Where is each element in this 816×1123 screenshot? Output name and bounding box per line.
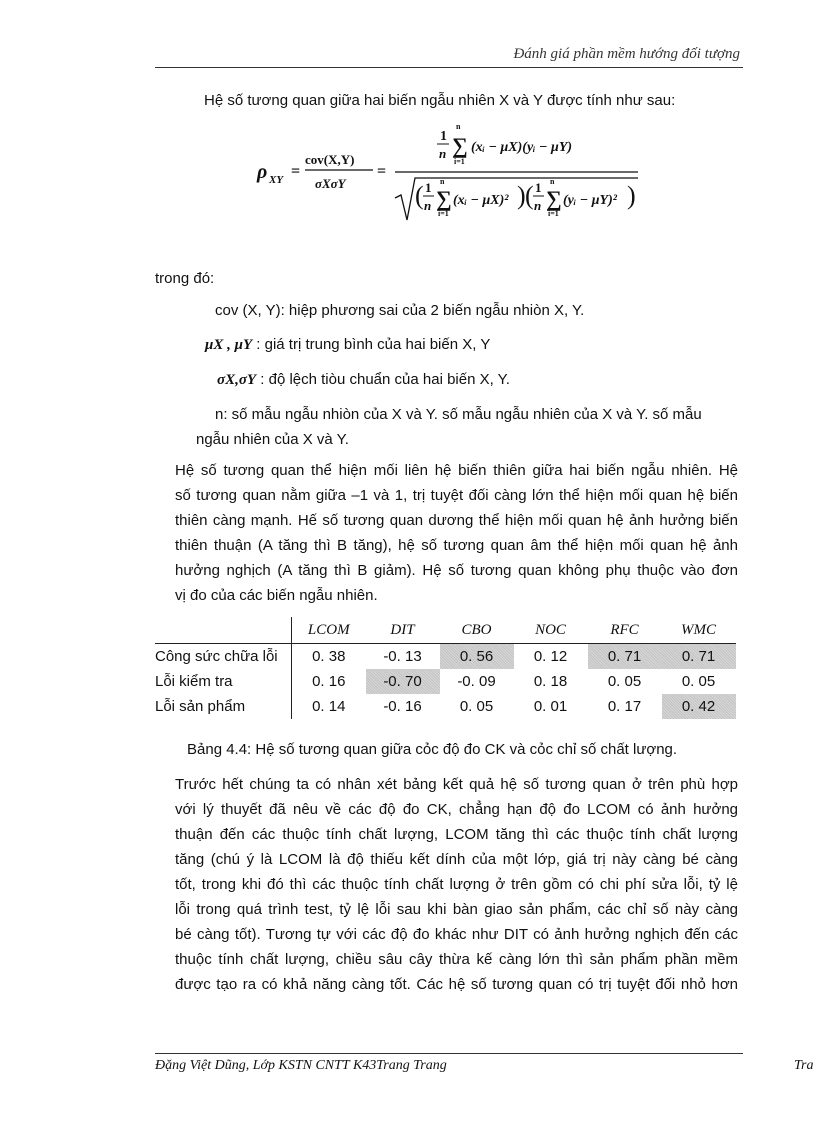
table-cell: 0. 17 — [607, 698, 642, 715]
column-header: WMC — [662, 617, 736, 644]
table-cell-highlighted: 0. 71 — [662, 644, 736, 670]
table-row — [155, 694, 736, 719]
table-row — [155, 669, 736, 694]
formula-paren-close-b: ) — [627, 181, 636, 210]
table-cell: 0. 05 — [607, 673, 642, 690]
table-cell: 0. 16 — [312, 673, 346, 690]
table-caption: Bảng 4.4: Hệ số tương quan giữa cỏc độ đo CK và cỏc chỉ số chất lượng. — [187, 741, 678, 758]
paragraph-line: tốt, trong khi đó thì các thuộc tính chất lượng ở trên gồm có chi phí sửa lỗi, tỷ lệ — [175, 876, 738, 893]
table-cell: 0. 12 — [533, 648, 568, 665]
column-header: CBO — [440, 617, 514, 644]
column-header: RFC — [588, 617, 662, 644]
formula-den-lower-a: i=1 — [438, 209, 449, 218]
paragraph-line: thiên càng mạnh. Hế số tương quan dương thể hiện mối quan hệ ảnh hưởng biến — [175, 512, 738, 529]
formula-rho: ρ — [257, 161, 268, 183]
table-cell: 0. 05 — [459, 698, 494, 715]
formula-paren-open: ( — [415, 181, 424, 210]
formula-den-sum-a: ∑ — [436, 186, 452, 211]
table-cell-highlighted: 0. 42 — [662, 694, 736, 719]
paragraph-line: thuận đến các thuộc tính chất lượng, LCOM tăng thì các thuộc tính chất lượng — [175, 826, 738, 843]
paragraph-line: thuộc tính chất lượng, chiều sâu cây thừa kế càng lớn thì sản phẩm phần mềm — [175, 951, 738, 968]
formula-den-sq-y: (yᵢ − μY)² — [563, 193, 617, 208]
formula-num-upper: n — [456, 122, 461, 131]
table-header-row — [155, 617, 736, 644]
table-cell: 0. 38 — [312, 648, 346, 665]
paragraph-line: lỗi trong quá trình test, tỷ lệ lỗi sau khi bàn giao sản phẩm, các chỉ số này càng — [175, 901, 738, 918]
paragraph-correlation-meaning — [155, 458, 738, 608]
formula-cov: cov(X,Y) — [305, 152, 355, 167]
footer-rule — [155, 1053, 743, 1054]
column-header: DIT — [366, 617, 440, 644]
intro-sentence: Hệ số tương quan giữa hai biến ngẫu nhiên X và Y được tính như sau: — [204, 92, 676, 109]
table-cell: 0. 14 — [312, 698, 346, 715]
paragraph-line: hưởng nghịch (A tăng thì B giảm). Hệ số tương quan không phụ thuộc vào đơn — [175, 562, 738, 579]
formula-num-product: (xᵢ − μX)(yᵢ − μY) — [471, 140, 573, 155]
footer-page: Tra — [794, 1058, 814, 1073]
formula-eq-2: = — [377, 163, 387, 180]
paragraph-line: số tương quan nằm giữa –1 và 1, trị tuyệt đối càng lớn thể hiện mối quan hệ biến — [175, 487, 738, 504]
footer-author: Đặng Việt Dũng, Lớp KSTN CNTT K43Trang Trang — [155, 1058, 447, 1073]
paragraph-line: Hệ số tương quan thể hiện mối liên hệ biến thiên giữa hai biến ngẫu nhiên. Hệ — [175, 462, 738, 479]
mu-description: : giá trị trung bình của hai biến X, Y — [256, 336, 491, 353]
row-label: Lỗi kiểm tra — [155, 669, 292, 694]
paragraph-line: vị đo của các biến ngẫu nhiên. — [175, 587, 378, 604]
where-label: trong đó: — [155, 270, 215, 287]
column-header: NOC — [514, 617, 588, 644]
paragraph-line: tăng (chú ý là LCOM là độ thiếu kết dính của một lớp, giá trị này càng bé càng — [175, 851, 738, 868]
table-cell: -0. 09 — [457, 673, 496, 690]
column-header: LCOM — [292, 617, 366, 644]
paragraph-line: Trước hết chúng ta có nhân xét bảng kết quả hệ số tương quan ở trên phù hợp — [175, 776, 738, 793]
mu-symbols: μX , μY — [205, 337, 253, 353]
table-cell-highlighted: 0. 71 — [588, 644, 662, 670]
header-rule — [155, 67, 743, 68]
formula-eq-1: = — [291, 163, 301, 180]
sigma-description: : độ lệch tiòu chuẩn của hai biến X, Y. — [260, 371, 510, 388]
formula-den-sum-b: ∑ — [546, 186, 562, 211]
formula-den-one-a: 1 — [425, 180, 432, 195]
formula-den-n-b: n — [534, 198, 542, 213]
formula-num-n: n — [439, 146, 447, 161]
formula-den-lower-b: i=1 — [548, 209, 559, 218]
definition-mu — [205, 332, 490, 358]
paragraph-line: thiên thuận (A tăng thì B tăng), hệ số tương quan âm thể hiện mối quan hệ ảnh — [175, 537, 738, 554]
table-row — [155, 644, 736, 670]
definition-n: n: số mẫu ngẫu nhiòn của X và Y. số mẫu ngẫu nhiên của X và Y. số mẫu ngẫu nhiên của X và Y. — [196, 406, 702, 448]
formula-num-one: 1 — [440, 129, 447, 144]
definition-cov: cov (X, Y): hiệp phương sai của 2 biến ngẫu nhiòn X, Y. — [215, 302, 585, 319]
table-cell: -0. 16 — [383, 698, 422, 715]
paragraph-line: với lý thuyết đã nêu về các độ đo CK, chẳng hạn độ đo LCOM có ảnh hưởng — [175, 801, 738, 818]
formula-den-n-a: n — [424, 198, 432, 213]
formula-den-upper-a: n — [440, 177, 445, 186]
row-label: Công sức chữa lỗi — [155, 644, 292, 670]
correlation-formula — [255, 118, 655, 228]
formula-paren-close-a: ) — [517, 181, 526, 210]
formula-den-upper-b: n — [550, 177, 555, 186]
paragraph-line: được tạo ra có khả năng càng tốt. Các hệ số tương quan có trị tuyệt đối nhỏ hơn — [175, 976, 738, 993]
row-label: Lỗi sản phẩm — [155, 694, 292, 719]
definition-sigma — [217, 367, 510, 393]
formula-rho-subscript: XY — [269, 174, 284, 186]
formula-sigma-product: σXσY — [315, 176, 346, 191]
paragraph-line: bé càng tốt). Tương tự với các độ đo khác như DIT có ảnh hưởng nghịch đến các — [175, 926, 738, 943]
formula-paren-open-b: ( — [525, 181, 534, 210]
sigma-symbols: σX,σY — [217, 372, 257, 388]
formula-num-sum: ∑ — [452, 133, 468, 158]
formula-den-one-b: 1 — [535, 180, 542, 195]
correlation-table — [155, 617, 736, 719]
table-corner — [155, 617, 292, 644]
table-cell: -0. 13 — [383, 648, 422, 665]
table-cell-highlighted: 0. 56 — [440, 644, 514, 670]
paragraph-analysis — [155, 772, 738, 997]
formula-den-sq-x: (xᵢ − μX)² — [453, 193, 509, 208]
table-cell-highlighted: -0. 70 — [366, 669, 440, 694]
formula-num-lower: i=1 — [454, 157, 465, 166]
table-cell: 0. 05 — [681, 673, 716, 690]
table-cell: 0. 18 — [533, 673, 568, 690]
running-header: Đánh giá phần mềm hướng đối tượng — [513, 46, 740, 62]
table-cell: 0. 01 — [533, 698, 568, 715]
